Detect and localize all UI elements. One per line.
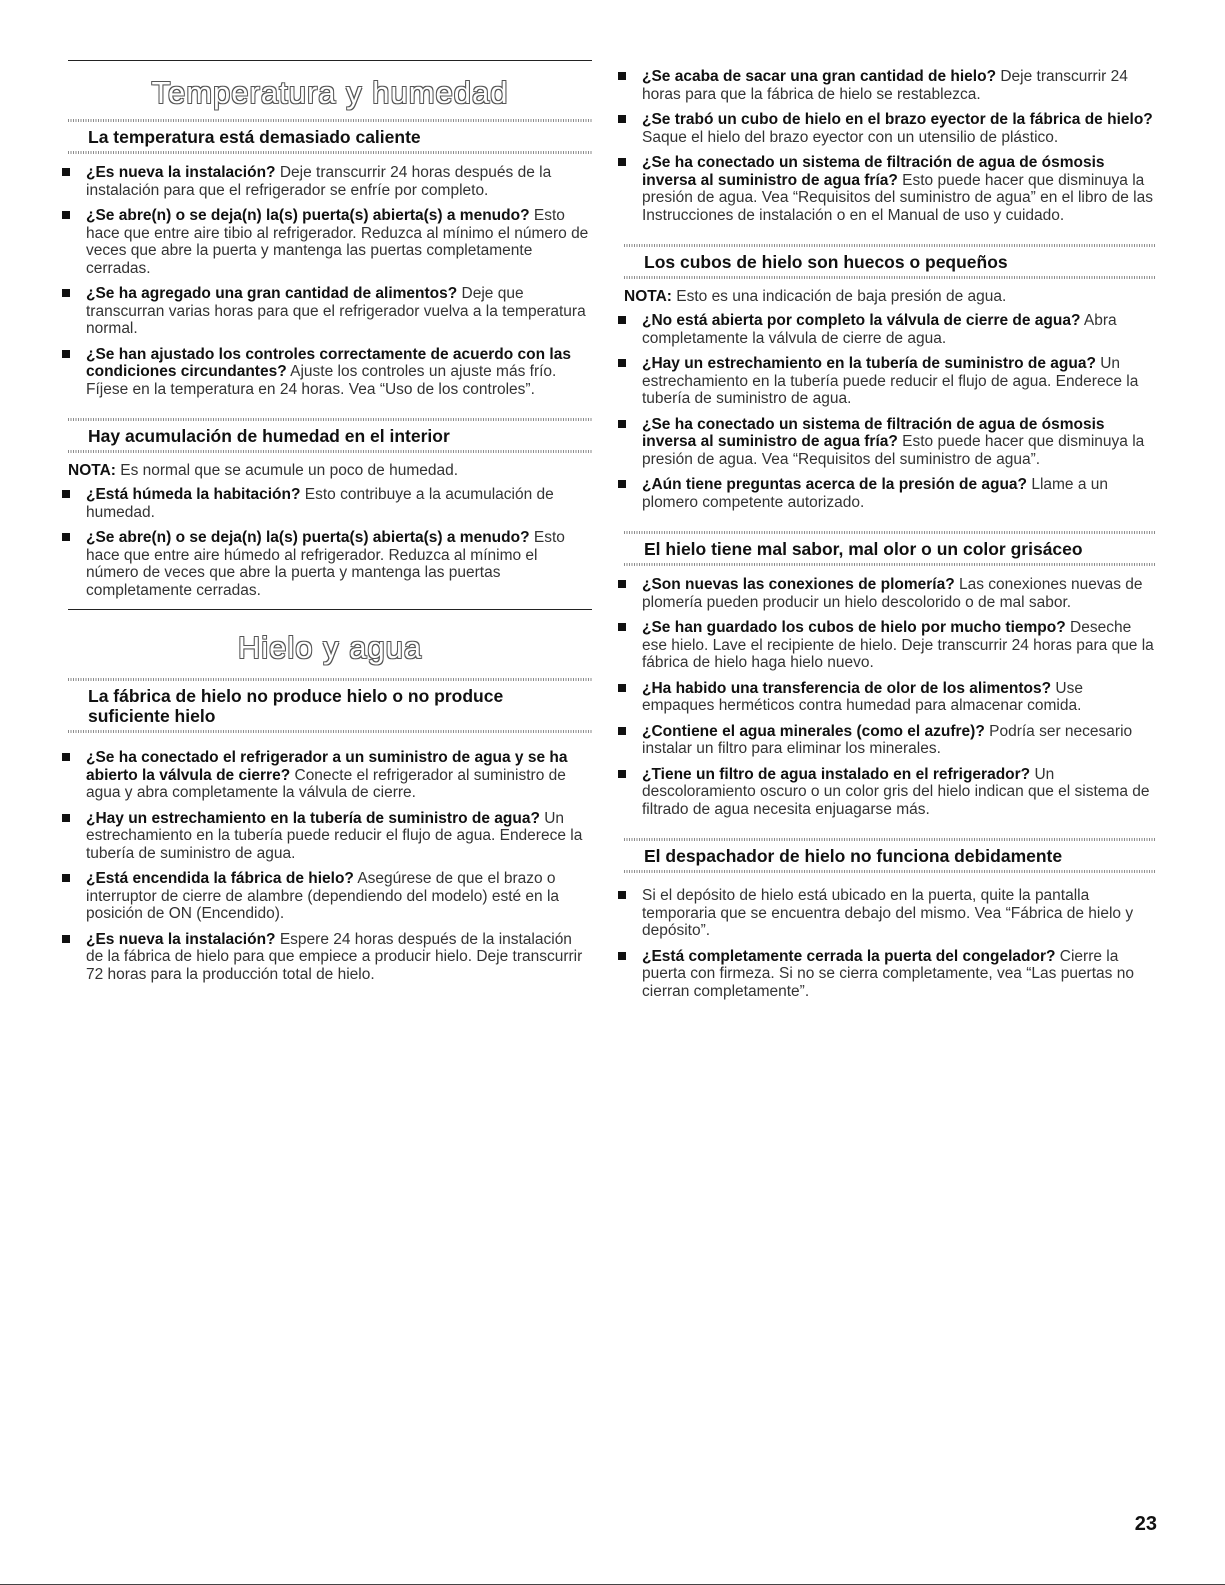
square-bullet-icon [618, 770, 626, 778]
square-bullet-icon [618, 684, 626, 692]
list-item [624, 312, 1155, 347]
list-item [624, 111, 1155, 146]
answer-text: Un estrechamiento en la tubería puede reducir el flujo de agua. Enderece la tubería de suministro de agua. [86, 809, 583, 862]
answer-text: Deseche ese hielo. Lave el recipiente de hielo. Deje transcurrir 24 horas para que la fábrica de hielo haga hielo nuevo. [642, 619, 1154, 671]
question-text: ¿Se ha conectado un sistema de filtración de agua de ósmosis inversa al suministro de agua fría? [642, 154, 1105, 189]
answer-text: Un descoloramiento oscuro o un color gris del hielo indican que el sistema de filtrado de agua necesita enjuagarse más. [642, 765, 1150, 818]
list-item [68, 931, 592, 984]
note-text: Esto es una indicación de baja presión de agua. [671, 288, 1007, 305]
square-bullet-icon [62, 533, 70, 541]
list-item [68, 810, 592, 863]
square-bullet-icon [62, 168, 70, 176]
list-item [624, 154, 1155, 224]
page-number: 23 [1134, 1513, 1157, 1535]
list-item [624, 766, 1155, 819]
answer-text: Esto hace que entre aire húmedo al refrigerador. Reduzca al mínimo el número de veces que abre la puerta y mantenga las puertas completamente cerradas. [86, 529, 565, 599]
square-bullet-icon [618, 952, 626, 960]
left-column [68, 60, 592, 991]
answer-text: Deje que transcurran varias horas para que el refrigerador vuelva a la temperatura normal. [86, 285, 586, 337]
list-item [68, 164, 592, 199]
question-text: ¿Son nuevas las conexiones de plomería? [642, 576, 955, 593]
list-item [624, 948, 1155, 1001]
answer-text: Conecte el refrigerador al suministro de agua y abra completamente la válvula de cierre. [86, 766, 566, 801]
subhead-dispenser: El despachador de hielo no funciona debidamente [644, 846, 1063, 866]
list-item [68, 346, 592, 399]
note-label: NOTA: [68, 462, 116, 479]
list-item [624, 723, 1155, 758]
list-item [68, 486, 592, 521]
note-label: NOTA: [624, 288, 672, 305]
answer-text: Las conexiones nuevas de plomería pueden producir un hielo descolorido o de mal sabor. [642, 576, 1143, 611]
question-text: ¿Se ha conectado el refrigerador a un suministro de agua y se ha abierto la válvula de cierre? [86, 749, 568, 784]
answer-text: Saque el hielo del brazo eyector con un utensilio de plástico. [642, 128, 1059, 146]
list-no-ice [68, 749, 592, 983]
list-item [68, 529, 592, 599]
question-text: ¿Tiene un filtro de agua instalado en el refrigerador? [642, 765, 1031, 783]
dotted-divider [68, 730, 592, 733]
answer-text: Un estrechamiento en la tubería puede reducir el flujo de agua. Enderece la tubería de suministro de agua. [642, 355, 1139, 407]
square-bullet-icon [62, 350, 70, 358]
list-item [624, 355, 1155, 408]
dotted-divider [68, 450, 592, 453]
note-text: Es normal que se acumule un poco de humedad. [115, 462, 459, 479]
square-bullet-icon [62, 874, 70, 882]
list-item [624, 416, 1155, 469]
question-text: ¿Hay un estrechamiento en la tubería de suministro de agua? [642, 355, 1096, 372]
list-hollow [624, 312, 1155, 511]
question-text: ¿No está abierta por completo la válvula de cierre de agua? [642, 312, 1081, 329]
square-bullet-icon [618, 623, 626, 631]
square-bullet-icon [618, 115, 626, 123]
square-bullet-icon [618, 359, 626, 367]
question-text: ¿Se trabó un cubo de hielo en el brazo eyector de la fábrica de hielo? [642, 111, 1153, 128]
question-text: ¿Se han guardado los cubos de hielo por mucho tiempo? [642, 619, 1066, 636]
square-bullet-icon [618, 420, 626, 428]
list-humidity [68, 486, 592, 599]
question-text: ¿Está completamente cerrada la puerta del congelador? [642, 947, 1056, 965]
answer-text: Esto puede hacer que disminuya la presión de agua. Vea “Requisitos del suministro de agua” en el libro de las Instrucciones de instalación o en el Manual de uso y cuidado. [642, 171, 1153, 224]
right-column [624, 68, 1155, 1008]
question-text: ¿Está encendida la fábrica de hielo? [86, 870, 354, 887]
section-title-temperatura: Temperatura y humedad [151, 75, 509, 110]
question-text: ¿Es nueva la instalación? [86, 164, 276, 181]
question-text: ¿Se han ajustado los controles correctamente de acuerdo con las condiciones circundantes? [86, 345, 571, 380]
square-bullet-icon [62, 211, 70, 219]
question-text: ¿Se abre(n) o se deja(n) la(s) puerta(s) abierta(s) a menudo? [86, 207, 530, 224]
answer-text: Espere 24 horas después de la instalación de la fábrica de hielo para que empiece a producir hielo. Deje transcurrir 72 horas para la producción total de hielo. [86, 930, 583, 983]
square-bullet-icon [618, 727, 626, 735]
question-text: ¿Ha habido una transferencia de olor de los alimentos? [642, 679, 1052, 697]
answer-text: Cierre la puerta con firmeza. Si no se cierra completamente, vea “Las puertas no cierran completamente”. [642, 947, 1134, 1000]
square-bullet-icon [618, 316, 626, 324]
list-item [68, 285, 592, 338]
list-too-warm [68, 164, 592, 398]
subhead-no-ice: La fábrica de hielo no produce hielo o no produce suficiente hielo [88, 686, 504, 726]
answer-text: Esto puede hacer que disminuya la presión de agua. Vea “Requisitos del suministro de agua”. [642, 433, 1145, 468]
dotted-divider [624, 563, 1155, 566]
subhead-too-warm: La temperatura está demasiado caliente [88, 127, 421, 147]
square-bullet-icon [62, 490, 70, 498]
dotted-divider [624, 276, 1155, 279]
dotted-divider [624, 870, 1155, 873]
subhead-humidity: Hay acumulación de humedad en el interior [88, 426, 450, 446]
question-text: ¿Se ha conectado un sistema de filtración de agua de ósmosis inversa al suministro de agua fría? [642, 415, 1105, 450]
square-bullet-icon [62, 935, 70, 943]
section-title-hielo: Hielo y agua [237, 630, 423, 665]
list-item [624, 680, 1155, 715]
answer-text: Esto hace que entre aire tibio al refrigerador. Reduzca al mínimo el número de veces que abre la puerta y mantenga las puertas completamente cerradas. [86, 207, 589, 277]
list-item [624, 576, 1155, 611]
list-item [624, 68, 1155, 103]
list-item [68, 207, 592, 277]
answer-text: Podría ser necesario instalar un filtro para eliminar los minerales. [642, 722, 1133, 757]
question-text: ¿Está húmeda la habitación? [86, 486, 301, 503]
square-bullet-icon [62, 753, 70, 761]
section-rule [68, 609, 592, 610]
answer-text: Use empaques herméticos contra humedad para almacenar comida. [642, 679, 1083, 714]
note-humidity [68, 462, 592, 480]
question-text: ¿Es nueva la instalación? [86, 930, 276, 948]
answer-text: Asegúrese de que el brazo o interruptor de cierre de alambre (dependiendo del modelo) esté en la posición de ON (Encendido). [86, 870, 560, 922]
answer-text: Deje transcurrir 24 horas después de la instalación para que el refrigerador se enfríe por completo. [86, 164, 552, 199]
list-taste [624, 576, 1155, 818]
question-text: ¿Se abre(n) o se deja(n) la(s) puerta(s) abierta(s) a menudo? [86, 529, 530, 546]
answer-text: Llame a un plomero competente autorizado. [642, 476, 1109, 511]
list-item [624, 887, 1155, 940]
section-rule [68, 60, 592, 61]
square-bullet-icon [618, 480, 626, 488]
answer-text: Si el depósito de hielo está ubicado en la puerta, quite la pantalla temporaria que se encuentra debajo del mismo. Vea “Fábrica de hielo y depósito”. [642, 887, 1134, 939]
square-bullet-icon [618, 891, 626, 899]
list-item [624, 619, 1155, 672]
square-bullet-icon [618, 72, 626, 80]
question-text: ¿Aún tiene preguntas acerca de la presión de agua? [642, 476, 1028, 493]
square-bullet-icon [62, 289, 70, 297]
square-bullet-icon [62, 814, 70, 822]
subhead-taste: El hielo tiene mal sabor, mal olor o un color grisáceo [644, 539, 1083, 559]
square-bullet-icon [618, 158, 626, 166]
list-dispenser [624, 887, 1155, 1000]
question-text: ¿Contiene el agua minerales (como el azufre)? [642, 722, 985, 740]
question-text: ¿Hay un estrechamiento en la tubería de suministro de agua? [86, 809, 540, 827]
dotted-divider [68, 151, 592, 154]
list-item [68, 749, 592, 802]
answer-text: Deje transcurrir 24 horas para que la fábrica de hielo se restablezca. [642, 68, 1128, 103]
question-text: ¿Se acaba de sacar una gran cantidad de hielo? [642, 68, 997, 85]
question-text: ¿Se ha agregado una gran cantidad de alimentos? [86, 285, 458, 302]
answer-text: Ajuste los controles un ajuste más frío. Fíjese en la temperatura en 24 horas. Vea “Uso de los controles”. [86, 363, 557, 398]
answer-text: Esto contribuye a la acumulación de humedad. [86, 486, 554, 521]
note-hollow [624, 288, 1155, 306]
answer-text: Abra completamente la válvula de cierre de agua. [642, 312, 1117, 347]
square-bullet-icon [618, 580, 626, 588]
subhead-hollow: Los cubos de hielo son huecos o pequeños [644, 252, 1008, 272]
list-item [624, 476, 1155, 511]
list-item [68, 870, 592, 923]
list-no-ice-continued [624, 68, 1155, 224]
